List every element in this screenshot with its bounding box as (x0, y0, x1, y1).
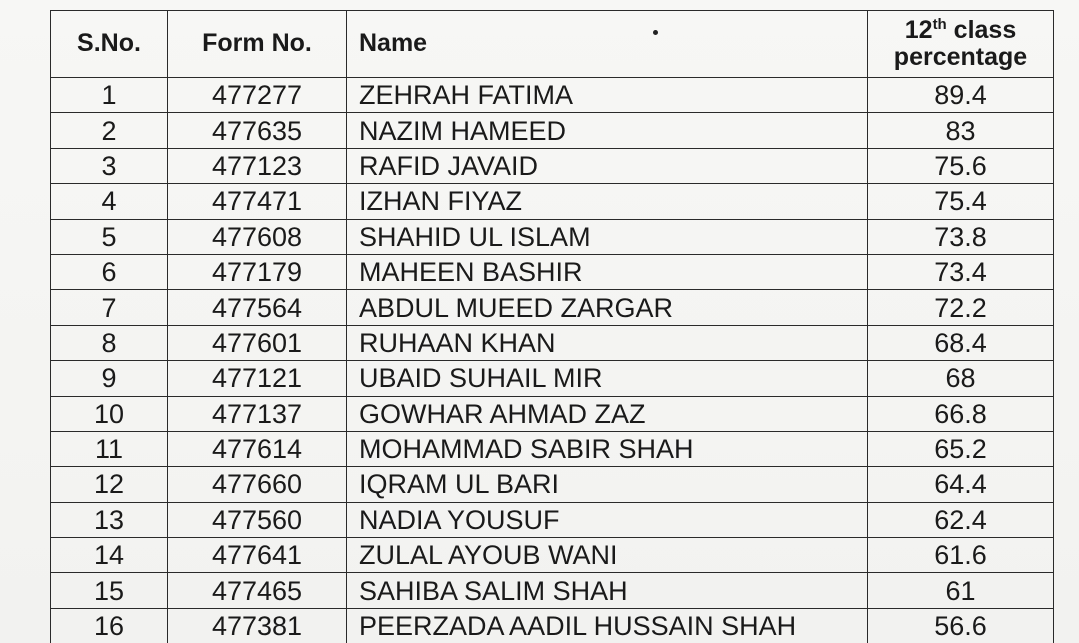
form-no-cell: 477635 (168, 113, 347, 148)
table-body (51, 78, 1054, 643)
percentage-cell: 64.4 (868, 467, 1054, 502)
percentage-header-number: 12 (904, 15, 933, 44)
name-cell: PEERZADA AADIL HUSSAIN SHAH (347, 608, 868, 643)
percentage-cell: 75.6 (868, 148, 1054, 183)
percentage-cell: 61.6 (868, 538, 1054, 573)
sno-cell: 11 (51, 431, 168, 466)
form-no-cell: 477277 (168, 78, 347, 113)
sno-cell: 1 (51, 78, 168, 113)
name-cell: UBAID SUHAIL MIR (347, 361, 868, 396)
form-no-cell: 477564 (168, 290, 347, 325)
form-no-cell: 477121 (168, 361, 347, 396)
percentage-cell: 61 (868, 573, 1054, 608)
table-row (51, 467, 1054, 502)
percentage-cell: 73.4 (868, 254, 1054, 289)
name-cell: RAFID JAVAID (347, 148, 868, 183)
table-row (51, 254, 1054, 289)
name-cell: IQRAM UL BARI (347, 467, 868, 502)
percentage-cell: 56.6 (868, 608, 1054, 643)
name-cell: ABDUL MUEED ZARGAR (347, 290, 868, 325)
form-no-cell: 477601 (168, 325, 347, 360)
header-row (51, 11, 1054, 78)
table-row (51, 431, 1054, 466)
sno-cell: 16 (51, 608, 168, 643)
table-row (51, 78, 1054, 113)
sno-header: S.No. (51, 11, 168, 78)
table-row (51, 290, 1054, 325)
table-row (51, 396, 1054, 431)
table-row (51, 325, 1054, 360)
percentage-cell: 89.4 (868, 78, 1054, 113)
sno-cell: 6 (51, 254, 168, 289)
name-cell: GOWHAR AHMAD ZAZ (347, 396, 868, 431)
table-row (51, 608, 1054, 643)
sno-cell: 4 (51, 184, 168, 219)
name-header: Name (347, 11, 868, 78)
percentage-header-word: percentage (893, 43, 1028, 71)
percentage-header-suffix: th (932, 15, 947, 33)
name-cell: IZHAN FIYAZ (347, 184, 868, 219)
table-row (51, 573, 1054, 608)
sno-cell: 13 (51, 502, 168, 537)
name-cell: MAHEEN BASHIR (347, 254, 868, 289)
table-row (51, 219, 1054, 254)
table-row (51, 502, 1054, 537)
table-row (51, 113, 1054, 148)
form-no-cell: 477465 (168, 573, 347, 608)
name-cell: ZULAL AYOUB WANI (347, 538, 868, 573)
name-cell: SHAHID UL ISLAM (347, 219, 868, 254)
merit-list-table (50, 10, 1054, 643)
percentage-cell: 75.4 (868, 184, 1054, 219)
form-no-cell: 477641 (168, 538, 347, 573)
percentage-cell: 65.2 (868, 431, 1054, 466)
form-no-cell: 477660 (168, 467, 347, 502)
form-no-cell: 477179 (168, 254, 347, 289)
sno-cell: 8 (51, 325, 168, 360)
percentage-header-class: class (946, 15, 1017, 44)
form-no-header: Form No. (168, 11, 347, 78)
form-no-cell: 477471 (168, 184, 347, 219)
form-no-cell: 477137 (168, 396, 347, 431)
table-row (51, 184, 1054, 219)
sno-cell: 14 (51, 538, 168, 573)
sno-cell: 5 (51, 219, 168, 254)
form-no-cell: 477381 (168, 608, 347, 643)
percentage-cell: 73.8 (868, 219, 1054, 254)
sno-cell: 3 (51, 148, 168, 183)
name-cell: ZEHRAH FATIMA (347, 78, 868, 113)
percentage-cell: 62.4 (868, 502, 1054, 537)
sno-cell: 12 (51, 467, 168, 502)
table-row (51, 538, 1054, 573)
form-no-cell: 477608 (168, 219, 347, 254)
name-cell: SAHIBA SALIM SHAH (347, 573, 868, 608)
table-row (51, 361, 1054, 396)
sno-cell: 9 (51, 361, 168, 396)
form-no-cell: 477614 (168, 431, 347, 466)
name-cell: RUHAAN KHAN (347, 325, 868, 360)
sno-cell: 2 (51, 113, 168, 148)
table-row (51, 148, 1054, 183)
name-cell: NADIA YOUSUF (347, 502, 868, 537)
percentage-cell: 83 (868, 113, 1054, 148)
name-cell: MOHAMMAD SABIR SHAH (347, 431, 868, 466)
percentage-cell: 68 (868, 361, 1054, 396)
percentage-cell: 72.2 (868, 290, 1054, 325)
form-no-cell: 477123 (168, 148, 347, 183)
sno-cell: 7 (51, 290, 168, 325)
percentage-cell: 68.4 (868, 325, 1054, 360)
form-no-cell: 477560 (168, 502, 347, 537)
sno-cell: 15 (51, 573, 168, 608)
percentage-cell: 66.8 (868, 396, 1054, 431)
name-cell: NAZIM HAMEED (347, 113, 868, 148)
sno-cell: 10 (51, 396, 168, 431)
percentage-header (868, 11, 1054, 78)
